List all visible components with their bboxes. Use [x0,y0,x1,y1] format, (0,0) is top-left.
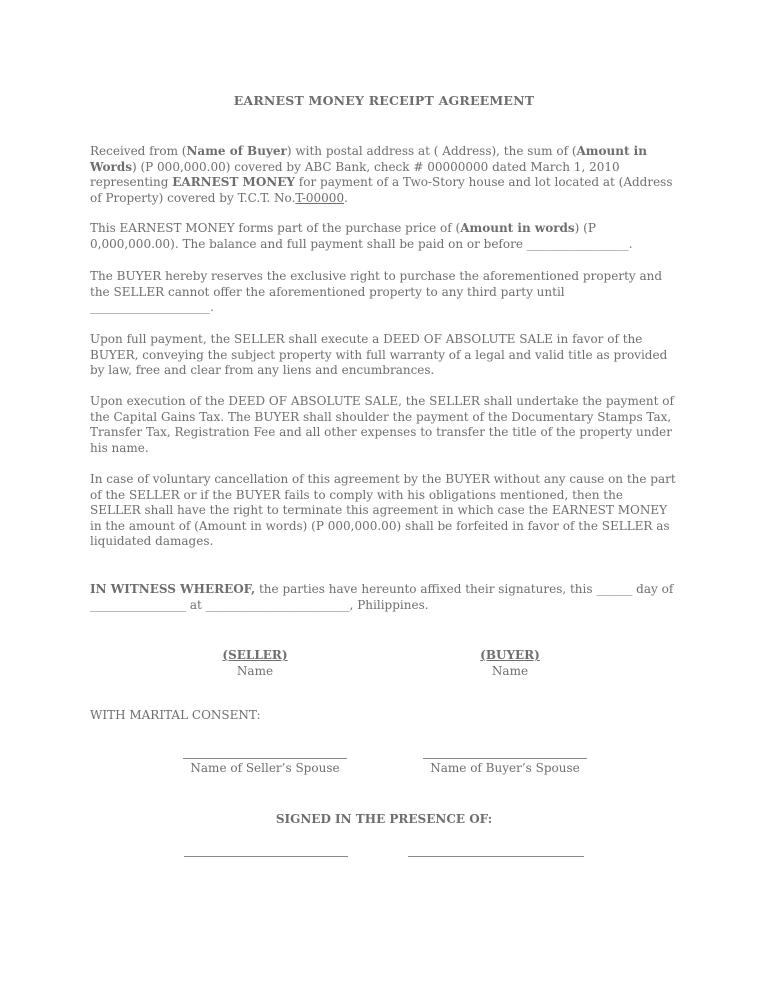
seller-signature-block [155,648,355,679]
buyer-name: Name [491,663,529,678]
signature-line [183,758,347,759]
signature-line [423,758,587,759]
seller-name: Name [236,663,274,678]
seller-spouse-signature [175,758,355,777]
paragraph-full-payment: Upon full payment, the SELLER shall execute a DEED OF ABSOLUTE SALE in favor of the BUYER, conveying the subject property with full warranty of a legal and valid title as provided by law, free and clear from any liens and encumbrances. [90,332,668,378]
text: ) with postal address at ( Address), the sum of ( [286,144,577,158]
text: the parties have hereunto affixed their signatures, this ______ day of ________________ at ________________________, Philippines. [90,582,674,612]
witness-signature-line-2 [408,856,584,857]
paragraph-receipt [90,144,676,206]
buyer-signature-block [410,648,610,679]
text: . [344,190,348,205]
paragraph-witness [90,582,676,613]
text: Received from ( [90,144,187,158]
buyer-spouse-signature [415,758,595,777]
seller-role: (SELLER) [222,648,288,662]
paragraph-purchase-price [90,221,676,252]
presence-heading: SIGNED IN THE PRESENCE OF: [275,812,493,826]
seller-spouse-label: Name of Seller’s Spouse [190,761,340,775]
text: This EARNEST MONEY forms part of the purchase price of ( [90,221,461,235]
text: for payment of a Two-Story house and lot located at (Address of Property) covered by T.C.T. No. [90,175,673,205]
buyer-role: (BUYER) [480,648,540,662]
buyer-name-placeholder: Name of Buyer [186,144,287,158]
witness-heading: IN WITNESS WHEREOF, [90,582,256,596]
buyer-spouse-label: Name of Buyer’s Spouse [430,761,580,775]
document-title: EARNEST MONEY RECEIPT AGREEMENT [233,93,535,108]
earnest-money-term: EARNEST MONEY [172,175,295,190]
amount-placeholder: Amount in words [460,221,575,235]
paragraph-taxes: Upon execution of the DEED OF ABSOLUTE SALE, the SELLER shall undertake the payment of the Capital Gains Tax. The BUYER shall shoulder the payment of the Documentary Stamps Tax, Transfer Tax, Registration Fee and all other expenses to transfer the title of the property under his name. [90,394,674,455]
text: ) (P 000,000.00) covered by ABC Bank, check # 00000000 dated March 1, 2010 representing [90,159,620,190]
witness-signature-line-1 [184,856,348,857]
paragraph-cancellation: In case of voluntary cancellation of this agreement by the BUYER without any cause on the part of the SELLER or if the BUYER fails to comply with his obligations mentioned, then the SELLER shall have the right to terminate this agreement in which case the EARNEST MONEY in the amount of (Amount in words) (P 000,000.00) shall be forfeited in favor of the SELLER as liquidated damages. [90,472,676,549]
marital-consent-label: WITH MARITAL CONSENT: [90,708,261,722]
paragraph-exclusive-right: The BUYER hereby reserves the exclusive right to purchase the aforementioned property and the SELLER cannot offer the aforementioned property to any third party until ____________________. [90,269,663,315]
tct-number: T-00000 [295,190,345,205]
text: ) (P 0,000,000.00). The balance and full payment shall be paid on or before _________________. [90,221,633,251]
amount-placeholder: Amount in Words [90,144,647,174]
